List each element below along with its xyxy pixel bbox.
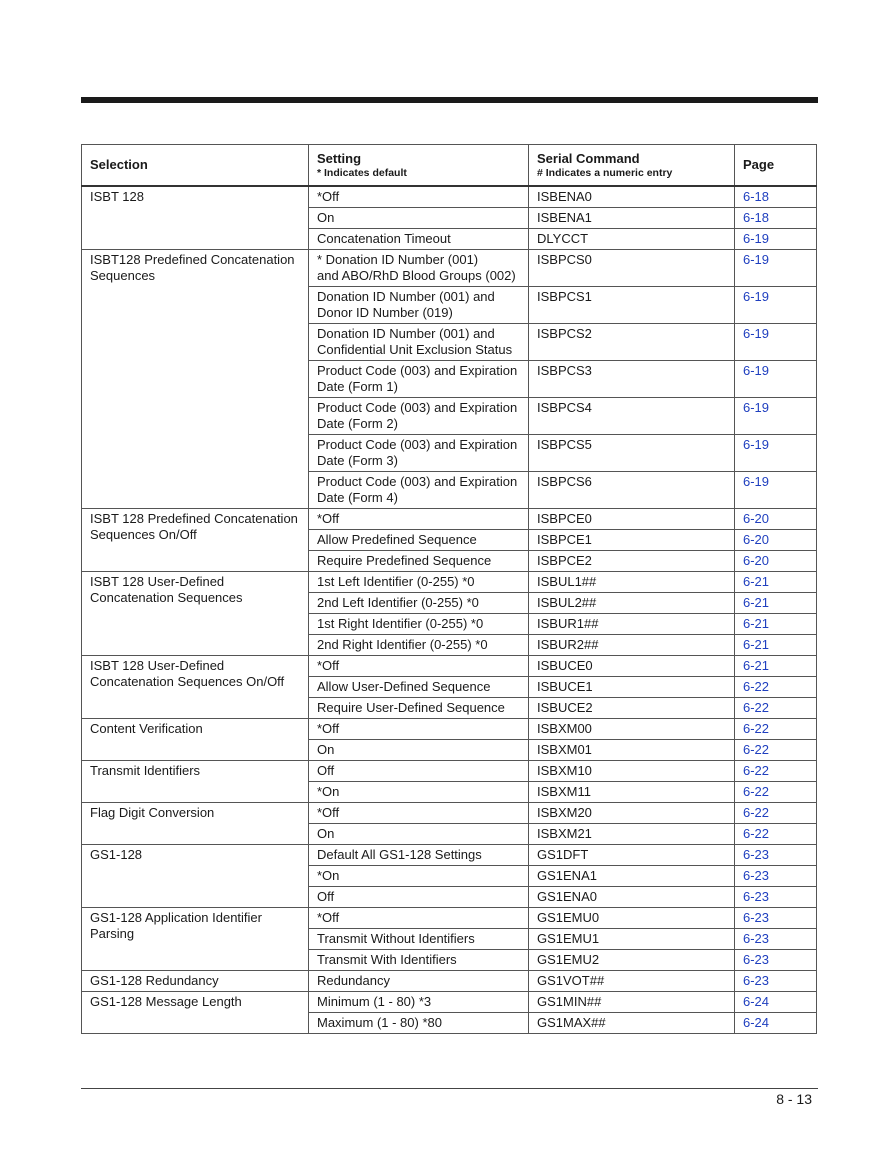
selection-cell: GS1-128 [82,845,309,908]
command-cell: ISBPCS0 [529,250,735,287]
page-link[interactable]: 6-19 [735,287,817,324]
command-cell: ISBUCE2 [529,698,735,719]
bottom-rule [81,1088,818,1089]
page-link[interactable]: 6-19 [735,435,817,472]
page-link[interactable]: 6-19 [735,229,817,250]
setting-cell: *Off [309,719,529,740]
table-row [82,971,817,992]
command-cell: ISBPCS2 [529,324,735,361]
page-link[interactable]: 6-18 [735,186,817,208]
selection-cell: Transmit Identifiers [82,761,309,803]
command-cell: GS1EMU2 [529,950,735,971]
command-cell: ISBPCE1 [529,530,735,551]
table-row [82,250,817,287]
command-cell: ISBUCE0 [529,656,735,677]
page-link[interactable]: 6-21 [735,572,817,593]
command-cell: ISBENA1 [529,208,735,229]
command-cell: ISBXM10 [529,761,735,782]
table-row [82,186,817,208]
setting-cell: *Off [309,803,529,824]
page-number: 8 - 13 [776,1091,812,1107]
command-cell: ISBUL1## [529,572,735,593]
command-cell: GS1VOT## [529,971,735,992]
setting-cell: * Donation ID Number (001) and ABO/RhD Blood Groups (002) [309,250,529,287]
setting-cell: Require User-Defined Sequence [309,698,529,719]
command-cell: ISBUL2## [529,593,735,614]
page-link[interactable]: 6-24 [735,992,817,1013]
command-cell: ISBXM21 [529,824,735,845]
serial-command-table [81,144,817,1034]
page-link[interactable]: 6-21 [735,593,817,614]
setting-cell: *On [309,866,529,887]
page-link[interactable]: 6-19 [735,324,817,361]
setting-cell: *Off [309,509,529,530]
command-cell: DLYCCT [529,229,735,250]
table-row [82,761,817,782]
header-selection: Selection [82,145,309,187]
page-link[interactable]: 6-20 [735,509,817,530]
command-cell: ISBXM01 [529,740,735,761]
command-cell: ISBUR1## [529,614,735,635]
setting-cell: *Off [309,656,529,677]
page-link[interactable]: 6-22 [735,719,817,740]
setting-cell: 1st Left Identifier (0-255) *0 [309,572,529,593]
setting-cell: Off [309,761,529,782]
setting-cell: Transmit Without Identifiers [309,929,529,950]
command-cell: ISBXM11 [529,782,735,803]
page-link[interactable]: 6-22 [735,740,817,761]
command-cell: ISBPCS4 [529,398,735,435]
setting-cell: *Off [309,186,529,208]
setting-cell: 1st Right Identifier (0-255) *0 [309,614,529,635]
page-link[interactable]: 6-22 [735,824,817,845]
header-setting-note: * Indicates default [317,166,407,179]
command-cell: ISBXM00 [529,719,735,740]
page-link[interactable]: 6-22 [735,677,817,698]
setting-cell: Product Code (003) and Expiration Date (Form 3) [309,435,529,472]
table-row [82,572,817,593]
command-cell: ISBPCS1 [529,287,735,324]
page-link[interactable]: 6-23 [735,845,817,866]
page-link[interactable]: 6-19 [735,250,817,287]
setting-cell: On [309,740,529,761]
setting-cell: On [309,208,529,229]
setting-cell: Off [309,887,529,908]
page-link[interactable]: 6-19 [735,472,817,509]
selection-cell: ISBT128 Predefined Concatenation Sequences [82,250,309,509]
selection-cell: ISBT 128 Predefined Concatenation Sequences On/Off [82,509,309,572]
header-page: Page [735,145,817,187]
page-link[interactable]: 6-22 [735,803,817,824]
page-link[interactable]: 6-23 [735,971,817,992]
command-cell: ISBPCE2 [529,551,735,572]
command-cell: ISBPCS3 [529,361,735,398]
page-link[interactable]: 6-23 [735,866,817,887]
page-link[interactable]: 6-21 [735,656,817,677]
table-row [82,845,817,866]
table-row [82,509,817,530]
setting-cell: *On [309,782,529,803]
table-row [82,656,817,677]
selection-cell: Flag Digit Conversion [82,803,309,845]
setting-cell: Allow Predefined Sequence [309,530,529,551]
setting-cell: Donation ID Number (001) and Donor ID Number (019) [309,287,529,324]
command-cell: GS1EMU1 [529,929,735,950]
setting-cell: Donation ID Number (001) and Confidential Unit Exclusion Status [309,324,529,361]
page-link[interactable]: 6-23 [735,908,817,929]
page-link[interactable]: 6-23 [735,950,817,971]
setting-cell: Allow User-Defined Sequence [309,677,529,698]
command-cell: ISBPCS6 [529,472,735,509]
selection-cell: GS1-128 Application Identifier Parsing [82,908,309,971]
selection-cell: Content Verification [82,719,309,761]
page-link[interactable]: 6-23 [735,887,817,908]
table-row [82,908,817,929]
setting-cell: Maximum (1 - 80) *80 [309,1013,529,1034]
selection-cell: ISBT 128 User-Defined Concatenation Sequences On/Off [82,656,309,719]
command-cell: GS1ENA0 [529,887,735,908]
command-cell: ISBPCE0 [529,509,735,530]
table-row [82,803,817,824]
setting-cell: Concatenation Timeout [309,229,529,250]
page-link[interactable]: 6-23 [735,929,817,950]
header-setting: Setting * Indicates default [309,145,529,187]
setting-cell: *Off [309,908,529,929]
command-cell: ISBENA0 [529,186,735,208]
page-link[interactable]: 6-21 [735,614,817,635]
table-body [82,186,817,1034]
table-row [82,719,817,740]
table-header-row [82,145,817,187]
command-cell: GS1MAX## [529,1013,735,1034]
setting-cell: 2nd Left Identifier (0-255) *0 [309,593,529,614]
setting-cell: Minimum (1 - 80) *3 [309,992,529,1013]
header-serial-command: Serial Command # Indicates a numeric entry [529,145,735,187]
setting-cell: Transmit With Identifiers [309,950,529,971]
selection-cell: GS1-128 Message Length [82,992,309,1034]
command-cell: ISBUR2## [529,635,735,656]
command-cell: GS1EMU0 [529,908,735,929]
setting-cell: Require Predefined Sequence [309,551,529,572]
setting-cell: Redundancy [309,971,529,992]
page-link[interactable]: 6-22 [735,782,817,803]
selection-cell: ISBT 128 [82,186,309,250]
setting-cell: Product Code (003) and Expiration Date (Form 4) [309,472,529,509]
command-cell: GS1DFT [529,845,735,866]
command-cell: ISBUCE1 [529,677,735,698]
top-rule [81,97,818,103]
setting-cell: Product Code (003) and Expiration Date (Form 2) [309,398,529,435]
selection-cell: GS1-128 Redundancy [82,971,309,992]
command-cell: GS1ENA1 [529,866,735,887]
setting-cell: On [309,824,529,845]
page-link[interactable]: 6-20 [735,551,817,572]
setting-cell: Default All GS1-128 Settings [309,845,529,866]
page-link[interactable]: 6-20 [735,530,817,551]
selection-cell: ISBT 128 User-Defined Concatenation Sequences [82,572,309,656]
page-link[interactable]: 6-22 [735,698,817,719]
page-link[interactable]: 6-19 [735,361,817,398]
table-row [82,992,817,1013]
page-link[interactable]: 6-22 [735,761,817,782]
command-cell: ISBPCS5 [529,435,735,472]
command-cell: GS1MIN## [529,992,735,1013]
page-link[interactable]: 6-24 [735,1013,817,1034]
command-cell: ISBXM20 [529,803,735,824]
setting-cell: 2nd Right Identifier (0-255) *0 [309,635,529,656]
page-link[interactable]: 6-18 [735,208,817,229]
page-link[interactable]: 6-21 [735,635,817,656]
setting-cell: Product Code (003) and Expiration Date (Form 1) [309,361,529,398]
header-serial-note: # Indicates a numeric entry [537,166,673,179]
page-link[interactable]: 6-19 [735,398,817,435]
